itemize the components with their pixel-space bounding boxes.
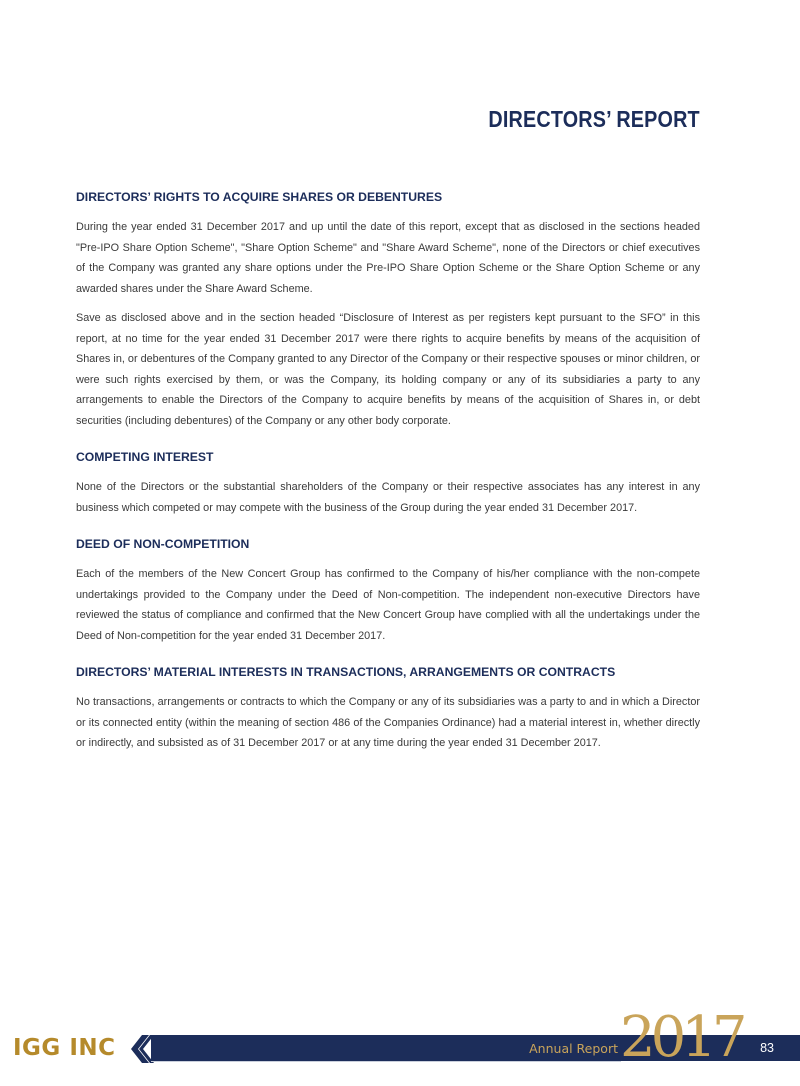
annual-report-label: Annual Report xyxy=(529,1041,618,1056)
section-heading: DIRECTORS’ MATERIAL INTERESTS IN TRANSACTIONS, ARRANGEMENTS OR CONTRACTS xyxy=(76,665,616,679)
paragraph: None of the Directors or the substantial shareholders of the Company or their respective associates has any interest in any business which competed or may compete with the business of the Group during the year ended 31 December 2017. xyxy=(76,481,700,514)
section-heading: DEED OF NON-COMPETITION xyxy=(76,537,250,551)
report-year: 2017 xyxy=(620,1005,743,1070)
section-directors-rights xyxy=(76,190,700,431)
paragraph: Save as disclosed above and in the section headed “Disclosure of Interest as per registers kept pursuant to the SFO” in this report, at no time for the year ended 31 December 2017 were there rights to acquire benefits by means of the acquisition of Shares in, or debentures of the Company granted to any Director of the Company or their respective spouses or minor children, or were such rights exercised by them, or was the Company, its holding company or any of its subsidiaries a party to any arrangements to enable the Directors of the Company to acquire benefits by means of the acquisition of Shares in, or debt securities (including debentures) of the Company or any other body corporate. xyxy=(76,312,700,427)
page-number: 83 xyxy=(760,1041,774,1055)
section-deed-of-non-competition xyxy=(76,537,700,646)
footer-divider xyxy=(151,1061,621,1062)
report-body xyxy=(76,190,700,773)
paragraph: During the year ended 31 December 2017 and up until the date of this report, except that as disclosed in the sections headed "Pre-IPO Share Option Scheme", "Share Option Scheme" and "Share Award Scheme", none of the Directors or chief executives of the Company was granted any share options under the Pre-IPO Share Option Scheme or the Share Option Scheme or any awarded shares under the Share Award Scheme. xyxy=(76,221,700,295)
section-competing-interest xyxy=(76,450,700,518)
section-heading: DIRECTORS’ RIGHTS TO ACQUIRE SHARES OR DEBENTURES xyxy=(76,190,443,204)
section-heading: COMPETING INTEREST xyxy=(76,450,214,464)
section-material-interests xyxy=(76,665,700,754)
paragraph: No transactions, arrangements or contracts to which the Company or any of its subsidiaries was a party to and in which a Director or its connected entity (within the meaning of section 486 of the Companies Ordinance) had a material interest in, whether directly or indirectly, and subsisted as of 31 December 2017 or at any time during the year ended 31 December 2017. xyxy=(76,696,700,749)
paragraph: Each of the members of the New Concert Group has confirmed to the Company of his/her compliance with the non-compete undertakings provided to the Company under the Deed of Non-competition. The independent non-executive Directors have reviewed the status of compliance and confirmed that the New Concert Group have complied with all the undertakings under the Deed of Non-competition for the year ended 31 December 2017. xyxy=(76,568,700,642)
page-title: DIRECTORS’ REPORT xyxy=(488,106,700,132)
company-logo: IGG INC xyxy=(13,1035,116,1061)
